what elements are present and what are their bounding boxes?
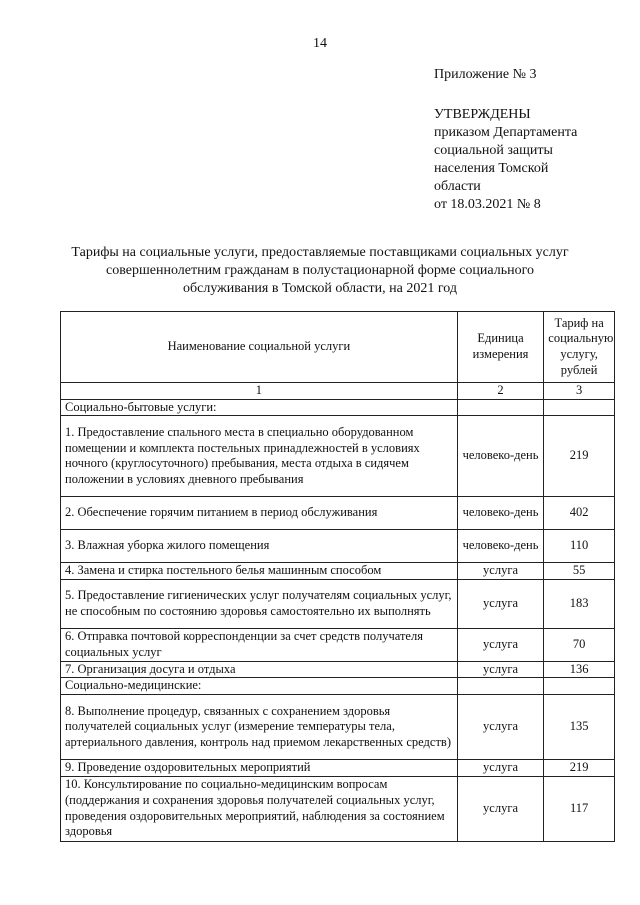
section-row [61, 678, 615, 695]
service-name-cell: 2. Обеспечение горячим питанием в период обслуживания [61, 497, 458, 530]
unit-cell: услуга [457, 661, 544, 678]
tariff-table [60, 311, 615, 842]
table-row [61, 694, 615, 759]
unit-cell: человеко-день [457, 530, 544, 563]
column-number: 2 [457, 383, 544, 400]
appendix-label: Приложение № 3 [434, 67, 537, 82]
title-line: Тарифы на социальные услуги, предоставляемые поставщиками социальных услуг [71, 245, 569, 260]
service-name-cell: 5. Предоставление гигиенических услуг получателям социальных услуг, не способным по состоянию здоровья самостоятельно их выполнять [61, 579, 458, 628]
approval-line: УТВЕРЖДЕНЫ [434, 107, 531, 122]
service-name-cell: 3. Влажная уборка жилого помещения [61, 530, 458, 563]
empty-cell [544, 399, 615, 416]
table-row [61, 579, 615, 628]
tariff-cell: 55 [544, 563, 615, 580]
table-row [61, 530, 615, 563]
tariff-cell: 110 [544, 530, 615, 563]
header-name: Наименование социальной услуги [61, 312, 458, 383]
tariff-cell: 117 [544, 776, 615, 841]
tariff-cell: 70 [544, 628, 615, 661]
document-title [50, 244, 590, 298]
unit-cell: услуга [457, 628, 544, 661]
header-row [61, 312, 615, 383]
service-name-cell: 6. Отправка почтовой корреспонденции за счет средств получателя социальных услуг [61, 628, 458, 661]
unit-cell: услуга [457, 694, 544, 759]
unit-cell: услуга [457, 579, 544, 628]
page-number: 14 [313, 36, 327, 51]
tariff-cell: 183 [544, 579, 615, 628]
service-name-cell: 10. Консультирование по социально-медицинским вопросам (поддержания и сохранения здоровья получателей социальных услуг, проведения оздоровительных мероприятий, наблюдения за состоянием здоровья [61, 776, 458, 841]
approval-line: области [434, 179, 481, 194]
service-name-cell: 7. Организация досуга и отдыха [61, 661, 458, 678]
empty-cell [457, 399, 544, 416]
column-number: 3 [544, 383, 615, 400]
empty-cell [544, 678, 615, 695]
empty-cell [457, 678, 544, 695]
tariff-cell: 219 [544, 416, 615, 497]
table-row [61, 661, 615, 678]
service-name-cell: 1. Предоставление спального места в специально оборудованном помещении и комплекта постельных принадлежностей в условиях ночного (круглосуточного) пребывания, места отдыха в сидячем положении в условиях дневного пребывания [61, 416, 458, 497]
approval-line: населения Томской [434, 161, 549, 176]
table-row [61, 628, 615, 661]
service-name-cell: 9. Проведение оздоровительных мероприятий [61, 759, 458, 776]
table-row [61, 416, 615, 497]
approval-line: социальной защиты [434, 143, 553, 158]
title-line: обслуживания в Томской области, на 2021 год [183, 281, 457, 296]
header-tariff: Тариф на социальную услугу, рублей [544, 312, 615, 383]
table-row [61, 776, 615, 841]
section-title: Социально-бытовые услуги: [61, 399, 458, 416]
table-row [61, 563, 615, 580]
unit-cell: человеко-день [457, 416, 544, 497]
service-name-cell: 4. Замена и стирка постельного белья машинным способом [61, 563, 458, 580]
column-number: 1 [61, 383, 458, 400]
tariff-cell: 402 [544, 497, 615, 530]
header-unit: Единица измерения [457, 312, 544, 383]
unit-cell: услуга [457, 776, 544, 841]
unit-cell: услуга [457, 759, 544, 776]
approval-line: от 18.03.2021 № 8 [434, 197, 541, 212]
table-row [61, 497, 615, 530]
unit-cell: человеко-день [457, 497, 544, 530]
approval-block [434, 106, 624, 214]
tariff-cell: 135 [544, 694, 615, 759]
title-line: совершеннолетним гражданам в полустационарной форме социального [106, 263, 534, 278]
table-row [61, 759, 615, 776]
tariff-cell: 219 [544, 759, 615, 776]
tariff-cell: 136 [544, 661, 615, 678]
service-name-cell: 8. Выполнение процедур, связанных с сохранением здоровья получателей социальных услуг (измерение температуры тела, артериального давления, контроль над приемом лекарственных средств) [61, 694, 458, 759]
section-title: Социально-медицинские: [61, 678, 458, 695]
section-row [61, 399, 615, 416]
column-number-row [61, 383, 615, 400]
approval-line: приказом Департамента [434, 125, 578, 140]
unit-cell: услуга [457, 563, 544, 580]
